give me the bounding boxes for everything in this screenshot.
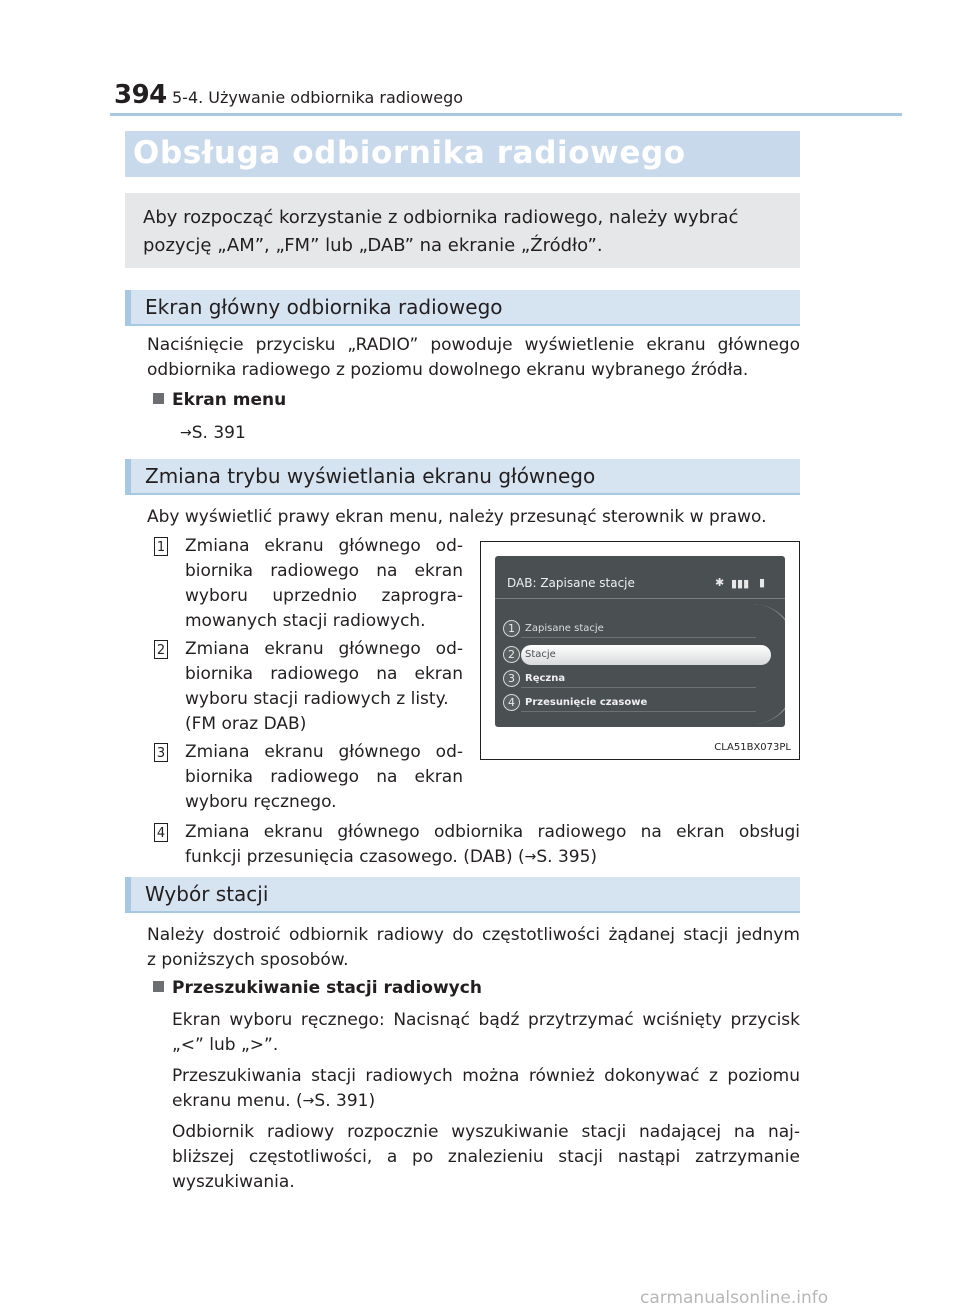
- watermark: carmanualsonline.info: [640, 1288, 829, 1308]
- item-line: wyboru stacji radiowych z listy.: [185, 689, 449, 709]
- bullet-square-icon: [153, 393, 164, 404]
- paragraph-line: Ekran wyboru ręcznego: Nacisnąć bądź przytrzymać wciśnięty przycisk: [172, 1010, 800, 1030]
- item-line: (FM oraz DAB): [185, 714, 307, 734]
- section-heading: Ekran główny odbiornika radiowego: [145, 295, 503, 319]
- bullet-label: Przeszukiwanie stacji radiowych: [172, 978, 482, 998]
- item-line: biornika radiowego na ekran: [185, 664, 463, 684]
- display-screen: [495, 556, 785, 727]
- item-line: mowanych stacji radiowych.: [185, 611, 426, 631]
- item-line: Zmiana ekranu głównego od-: [185, 742, 463, 762]
- menu-item-number: 4: [503, 694, 520, 711]
- arrow-right-icon: →: [180, 425, 192, 441]
- section-heading-bar: [125, 877, 800, 913]
- menu-item-label[interactable]: Przesunięcie czasowe: [525, 697, 648, 708]
- heading-accent: [125, 877, 131, 911]
- bullet-item: [153, 978, 482, 998]
- battery-icon: ▮: [759, 576, 766, 589]
- bullet-label: Ekran menu: [172, 390, 287, 410]
- number-label: 2: [154, 640, 168, 659]
- menu-item-label[interactable]: Zapisane stacje: [525, 623, 604, 634]
- reference-text: S. 391: [191, 423, 246, 443]
- section-header: 5-4. Używanie odbiornika radiowego: [172, 88, 464, 107]
- heading-accent: [125, 290, 131, 324]
- header-rule: [110, 113, 902, 116]
- page-number: 394: [114, 80, 167, 110]
- intro-line-2: pozycję „AM”, „FM” lub „DAB” na ekranie „Źródło”.: [143, 235, 603, 256]
- item-line: Zmiana ekranu głównego od-: [185, 536, 463, 556]
- item-line: wyboru ręcznego.: [185, 792, 337, 812]
- list-divider: [521, 637, 756, 638]
- number-label: 4: [154, 823, 168, 842]
- number-label: 1: [154, 537, 168, 556]
- list-divider: [521, 711, 756, 712]
- paragraph-line: z poniższych sposobów.: [147, 950, 349, 970]
- menu-item-number: 2: [503, 646, 520, 663]
- item-text: funkcji przesunięcia czasowego. (DAB) (: [185, 847, 525, 867]
- item-line: [185, 845, 597, 870]
- item-line: Zmiana ekranu głównego od-: [185, 639, 463, 659]
- item-line: Zmiana ekranu głównego odbiornika radiowego na ekran obsługi: [185, 822, 800, 842]
- bluetooth-icon: ✱: [715, 576, 725, 589]
- heading-accent: [125, 459, 131, 493]
- paragraph-text: ekranu menu. (: [172, 1091, 303, 1111]
- item-line: wyboru uprzednio zaprogra-: [185, 586, 463, 606]
- chapter-title: Obsługa odbiornika radiowego: [133, 135, 686, 171]
- paragraph-line: Odbiornik radiowy rozpocznie wyszukiwanie stacji nadającej na naj-: [172, 1122, 800, 1142]
- list-divider: [521, 687, 756, 688]
- section-heading-bar: [125, 459, 800, 495]
- screen-title: DAB: Zapisane stacje: [507, 576, 635, 590]
- page-reference[interactable]: [180, 423, 246, 443]
- figure-code: CLA51BX073PL: [714, 742, 791, 753]
- paragraph-line: Przeszukiwania stacji radiowych można również dokonywać z poziomu: [172, 1066, 800, 1086]
- section-heading: Zmiana trybu wyświetlania ekranu głównego: [145, 464, 596, 488]
- paragraph-line: bliższej częstotliwości, a po znalezieniu stacji nastąpi zatrzymanie: [172, 1147, 800, 1167]
- menu-item-label[interactable]: Stacje: [525, 649, 556, 660]
- paragraph-line: Naciśnięcie przycisku „RADIO” powoduje wyświetlenie ekranu głównego: [147, 335, 800, 355]
- chapter-title-bar: [125, 131, 800, 177]
- arrow-right-icon: →: [524, 849, 537, 865]
- selection-highlight: [521, 645, 771, 665]
- item-line: biornika radiowego na ekran: [185, 767, 463, 787]
- paragraph-line: Aby wyświetlić prawy ekran menu, należy przesunąć sterownik w prawo.: [147, 507, 767, 527]
- bullet-square-icon: [153, 981, 164, 992]
- menu-item-label[interactable]: Ręczna: [525, 673, 566, 684]
- menu-item-number: 3: [503, 670, 520, 687]
- section-heading: Wybór stacji: [145, 882, 269, 906]
- screen-divider: [495, 598, 785, 599]
- paragraph-text: S. 391): [314, 1091, 376, 1111]
- paragraph-line: Należy dostroić odbiornik radiowy do częstotliwości żądanej stacji jednym: [147, 925, 800, 945]
- paragraph-line: „<” lub „>”.: [172, 1035, 279, 1055]
- paragraph-line: [172, 1089, 375, 1114]
- item-line: biornika radiowego na ekran: [185, 561, 463, 581]
- menu-item-number: 1: [503, 620, 520, 637]
- item-text: S. 395): [536, 847, 598, 867]
- arrow-right-icon: →: [302, 1093, 315, 1109]
- section-heading-bar: [125, 290, 800, 326]
- bullet-item: [153, 390, 286, 410]
- intro-box: [125, 193, 800, 268]
- paragraph-line: odbiornika radiowego z poziomu dowolnego ekranu wybranego źródła.: [147, 360, 749, 380]
- screen-illustration: [480, 541, 800, 760]
- number-label: 3: [154, 743, 168, 762]
- paragraph-line: wyszukiwania.: [172, 1172, 295, 1192]
- intro-line-1: Aby rozpocząć korzystanie z odbiornika radiowego, należy wybrać: [143, 207, 739, 228]
- signal-icon: ▮▮▮: [731, 577, 750, 590]
